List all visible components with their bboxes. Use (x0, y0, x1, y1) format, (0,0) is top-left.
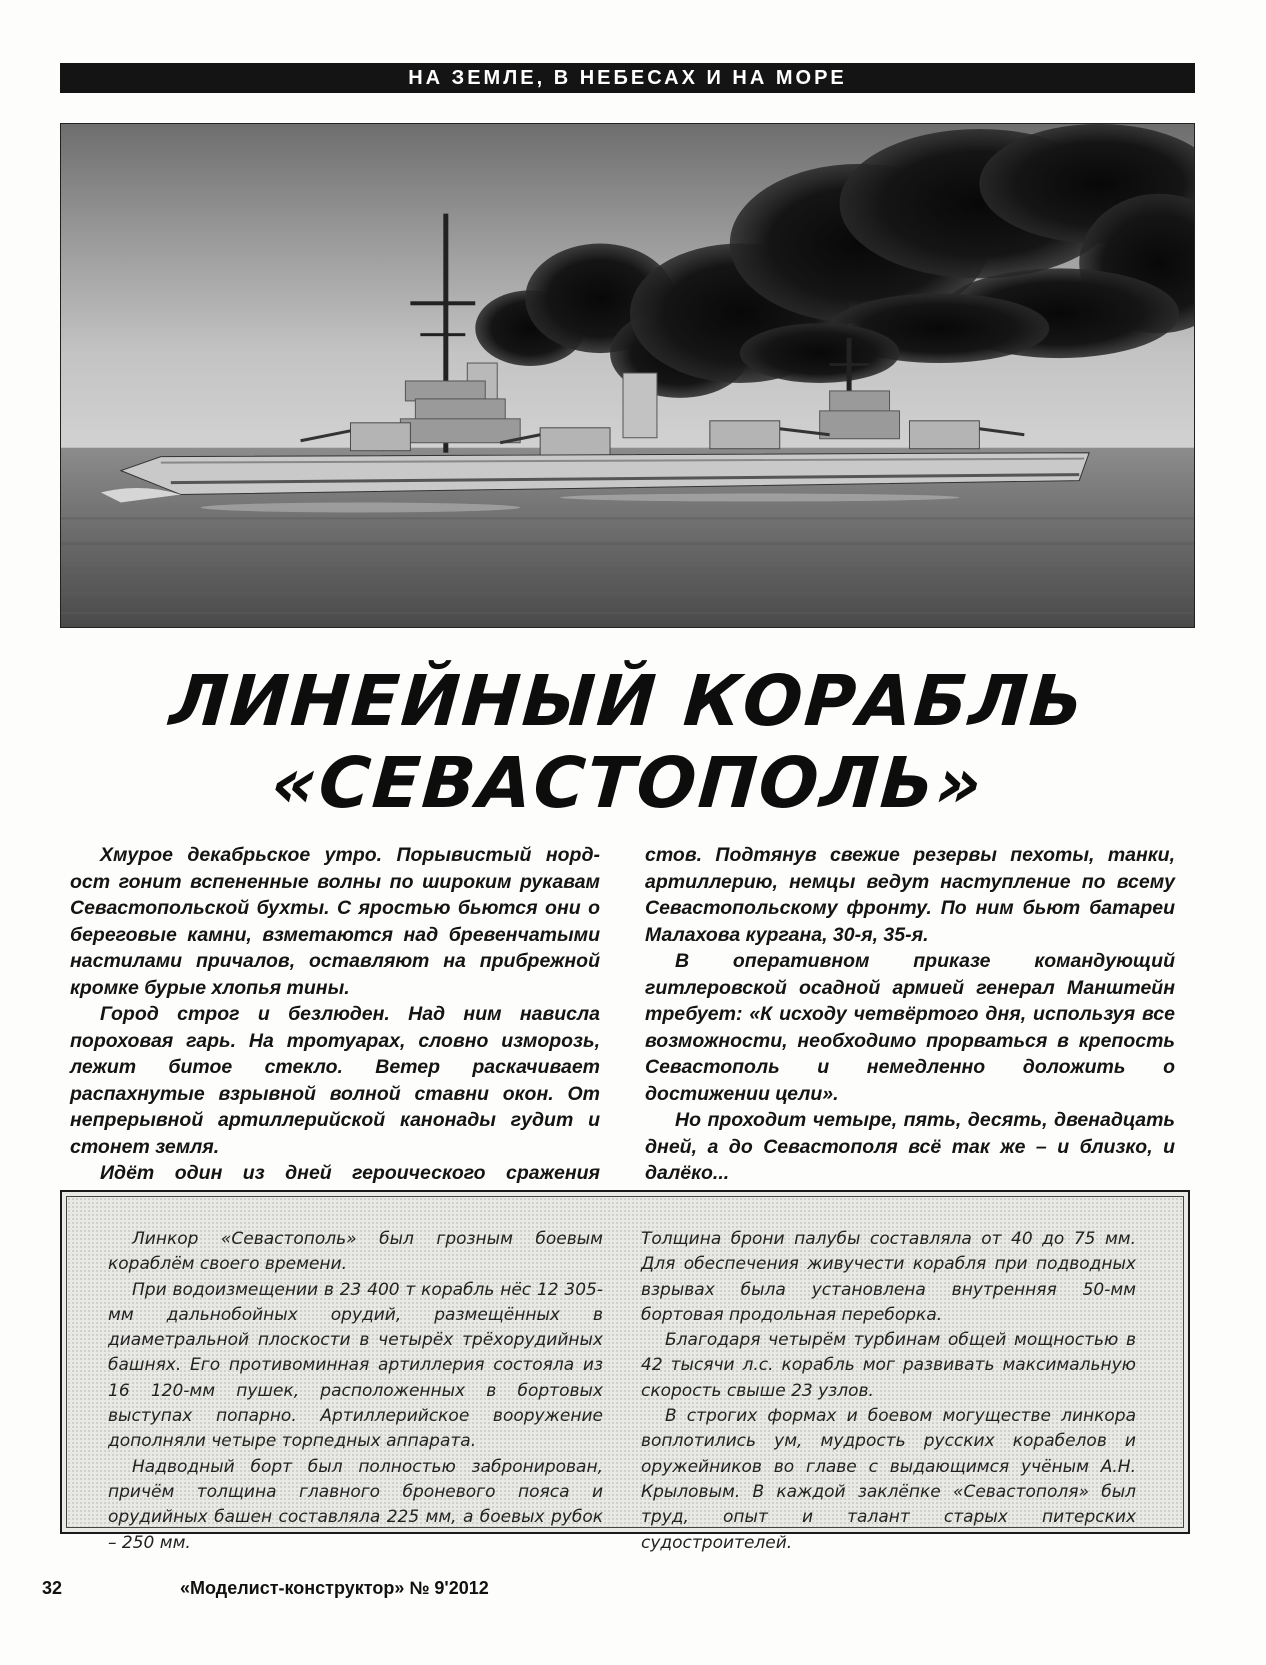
battleship-photo-icon (60, 123, 1195, 628)
page-number: 32 (42, 1578, 63, 1598)
article-right-column (645, 842, 1175, 1187)
article-left-column (70, 842, 600, 1213)
paragraph: Город строг и безлюден. Над ним нависла пороховая гарь. На тротуарах, словно изморозь, лежит битое стекло. Ветер раскачивает распахнутые взрывной волной ставни окон. От непрерывной артиллерийской канонады гудит и стонет земля. (70, 1003, 600, 1158)
sidebar-left-column (108, 1227, 603, 1556)
article-title-line1: ЛИНЕЙНЫЙ КОРАБЛЬ (167, 660, 1088, 742)
paragraph: стов. Подтянув свежие резервы пехоты, танки, артиллерию, немцы ведут наступление по всему Севастопольскому фронту. По ним бьют батареи Малахова кургана, 30-я, 35-я. (645, 844, 1175, 946)
info-sidebar (60, 1190, 1190, 1553)
article-title-line2: «СЕВАСТОПОЛЬ» (268, 742, 987, 824)
sidebar-right-column (641, 1227, 1136, 1556)
paragraph: Толщина брони палубы составляла от 40 до 75 мм. Для обеспечения живучести корабля при подводных взрывах была установлена внутренняя 50-мм бортовая продольная переборка. (641, 1229, 1136, 1325)
paragraph: Надводный борт был полностью забронирован, причём толщина главного броневого пояса и орудийных башен составляла 225 мм, а боевых рубок – 250 мм. (108, 1456, 603, 1553)
section-header: НА ЗЕМЛЕ, В НЕБЕСАХ И НА МОРЕ (60, 63, 1195, 93)
paragraph: При водоизмещении в 23 400 т корабль нёс 12 305-мм дальнобойных орудий, размещённых в диаметральной плоскости в четырёх трёхорудийных башнях. Его противоминная артиллерия состояла из 16 120-мм пушек, расположенных в бортовых выступах попарно. Артиллерийское вооружение дополняли четыре торпедных аппарата. (108, 1279, 603, 1452)
sidebar-inner-frame (66, 1196, 1184, 1553)
paragraph: Благодаря четырём турбинам общей мощностью в 42 тысячи л.с. корабль мог развивать максимальную скорость свыше 23 узлов. (641, 1330, 1136, 1401)
paragraph: Линкор «Севастополь» был грозным боевым кораблём своего времени. (108, 1229, 603, 1275)
paragraph: В строгих формах и боевом могуществе линкора воплотились ум, мудрость русских корабелов и оружейников во главе с выдающимся учёным А.Н. Крыловым. В каждой заклёпке «Севастополя» был труд, опыт и талант старых питерских судостроителей. (641, 1406, 1136, 1553)
magazine-credit: «Моделист-конструктор» № 9'2012 (180, 1578, 489, 1598)
paragraph: В оперативном приказе командующий гитлеровской осадной армией генерал Манштейн требует: «К исходу четвёртого дня, используя все возможности, необходимо прорваться в крепость Севастополь и немедленно доложить о достижении цели». (645, 950, 1175, 1105)
paragraph: Идёт один из дней героического сражения (100, 1162, 600, 1184)
paragraph: Но проходит четыре, пять, десять, двенадцать дней, а до Севастополя всё так же – и близко, и далёко... (645, 1109, 1175, 1184)
paragraph: Хмурое декабрьское утро. Порывистый норд-ост гонит вспененные волны по широким рукавам Севастопольской бухты. С яростью бьются они о береговые камни, взметаются над бревенчатыми настилами причалов, оставляют на прибрежной кромке бурые хлопья тины. (70, 844, 600, 999)
